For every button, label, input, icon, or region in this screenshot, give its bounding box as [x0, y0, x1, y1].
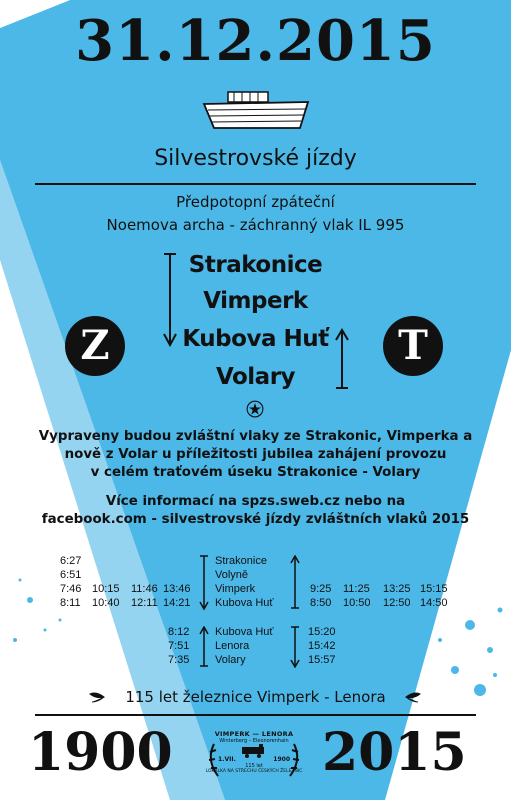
- badge-z: Z: [65, 316, 125, 376]
- tt1-arrow-up-icon: [289, 555, 301, 611]
- anniversary-seal: [204, 730, 304, 796]
- anniversary-text: 115 let železnice Vimperk - Lenora: [125, 688, 386, 706]
- time-cell: [420, 554, 448, 568]
- time-cell: 10:15: [92, 583, 120, 595]
- time-cell: 13:46: [163, 583, 191, 595]
- tt-station: Kubova Huť: [215, 626, 274, 638]
- star-icon: [246, 400, 264, 418]
- wreath-icon: [204, 740, 304, 780]
- time-cell: 15:20: [308, 626, 336, 638]
- tt-station: Lenora: [215, 640, 250, 652]
- time-cell: 7:51: [168, 640, 190, 652]
- time-cell: 7:46: [60, 583, 82, 595]
- info-line-3: v celém traťovém úseku Strakonice - Volary: [90, 465, 421, 480]
- time-cell: [310, 554, 331, 568]
- time-cell: [383, 568, 411, 582]
- time-cell: 8:11: [60, 597, 81, 609]
- tt1-down-col-1: [60, 554, 81, 610]
- time-cell: 6:51: [60, 569, 82, 581]
- seal-subtitle: Winterberg – Eleonorenhain: [219, 738, 289, 744]
- tt2-stations: [215, 625, 274, 667]
- laurel-right-icon: [404, 690, 422, 704]
- info-line-1: Vypraveny budou zvláštní vlaky ze Strakonic, Vimperka a: [38, 429, 473, 444]
- time-cell: 13:25: [383, 583, 411, 595]
- time-cell: [343, 568, 371, 582]
- time-cell: [92, 554, 120, 568]
- time-cell: [343, 554, 371, 568]
- info-line-4: Více informací na spzs.sweb.cz nebo na: [105, 494, 406, 509]
- time-cell: 8:50: [310, 597, 332, 609]
- seal-date-right: 1900: [273, 756, 290, 763]
- arrow-up-icon: [332, 328, 352, 392]
- seal-motto: LOKÁLKA NA STŘECHU ČESKÝCH ŽELEZNIC: [205, 769, 303, 774]
- subtitle-line-1: Předpotopní zpáteční: [176, 193, 335, 211]
- time-cell: 15:15: [420, 583, 448, 595]
- seal-title: VIMPERK — LENORA: [214, 730, 294, 738]
- time-cell: [92, 568, 120, 582]
- year-right: 2015: [322, 722, 467, 783]
- time-cell: 15:42: [308, 640, 336, 652]
- time-cell: 8:12: [168, 626, 190, 638]
- time-cell: 9:25: [310, 583, 332, 595]
- time-cell: 7:35: [168, 654, 190, 666]
- time-cell: [131, 568, 158, 582]
- tt-station: Volyně: [215, 569, 249, 581]
- time-cell: 14:21: [163, 597, 191, 609]
- subtitle-line-2: Noemova archa - záchranný vlak IL 995: [106, 216, 405, 234]
- station-kubova-hut: Kubova Huť: [182, 326, 329, 352]
- year-left: 1900: [28, 722, 173, 783]
- time-cell: 6:27: [60, 555, 82, 567]
- time-cell: [163, 554, 191, 568]
- seal-date-left: 1.VII.: [218, 756, 236, 763]
- tt2-arrow-down-icon: [289, 626, 301, 668]
- time-cell: [310, 568, 331, 582]
- badge-t: T: [383, 316, 443, 376]
- time-cell: 11:46: [131, 583, 158, 595]
- tt1-up-col-2: [343, 554, 371, 610]
- tt1-up-col-4: [420, 554, 448, 610]
- time-cell: [131, 554, 158, 568]
- tt1-down-col-4: [163, 554, 191, 610]
- info-line-2: nově z Volar u příležitosti jubilea zahájení provozu: [64, 447, 447, 462]
- time-cell: 12:11: [131, 597, 158, 609]
- time-cell: 11:25: [343, 583, 370, 595]
- time-cell: 15:57: [308, 654, 336, 666]
- time-cell: 10:40: [92, 597, 120, 609]
- tt1-down-col-2: [92, 554, 120, 610]
- tt1-down-col-3: [131, 554, 158, 610]
- time-cell: [420, 568, 448, 582]
- tt-station: Kubova Huť: [215, 597, 274, 609]
- tt1-arrow-down-icon: [198, 555, 210, 611]
- event-title: Silvestrovské jízdy: [154, 146, 357, 171]
- station-vimperk: Vimperk: [203, 288, 308, 314]
- tt1-up-col-3: [383, 554, 411, 610]
- time-cell: [163, 568, 191, 582]
- tt2-left-times: [168, 625, 189, 667]
- tt-station: Strakonice: [215, 555, 267, 567]
- seal-years: 115 let: [245, 763, 263, 769]
- arrow-down-icon: [160, 252, 180, 348]
- time-cell: [383, 554, 411, 568]
- time-cell: 12:50: [383, 597, 411, 609]
- footer-divider: [35, 714, 476, 716]
- tt2-right-times: [308, 625, 336, 667]
- station-volary: Volary: [215, 364, 296, 390]
- tt-station: Vimperk: [215, 583, 256, 595]
- time-cell: 10:50: [343, 597, 371, 609]
- station-strakonice: Strakonice: [188, 252, 323, 278]
- info-line-5: facebook.com - silvestrovské jízdy zvláštních vlaků 2015: [41, 512, 470, 527]
- tt-station: Volary: [215, 654, 246, 666]
- event-date: 31.12.2015: [75, 8, 436, 74]
- tt1-stations: [215, 554, 274, 610]
- tt2-arrow-up-icon: [198, 626, 210, 668]
- time-cell: 14:50: [420, 597, 448, 609]
- tt1-up-col-1: [310, 554, 331, 610]
- ark-boat-icon: [200, 88, 312, 132]
- header-divider: [35, 183, 476, 185]
